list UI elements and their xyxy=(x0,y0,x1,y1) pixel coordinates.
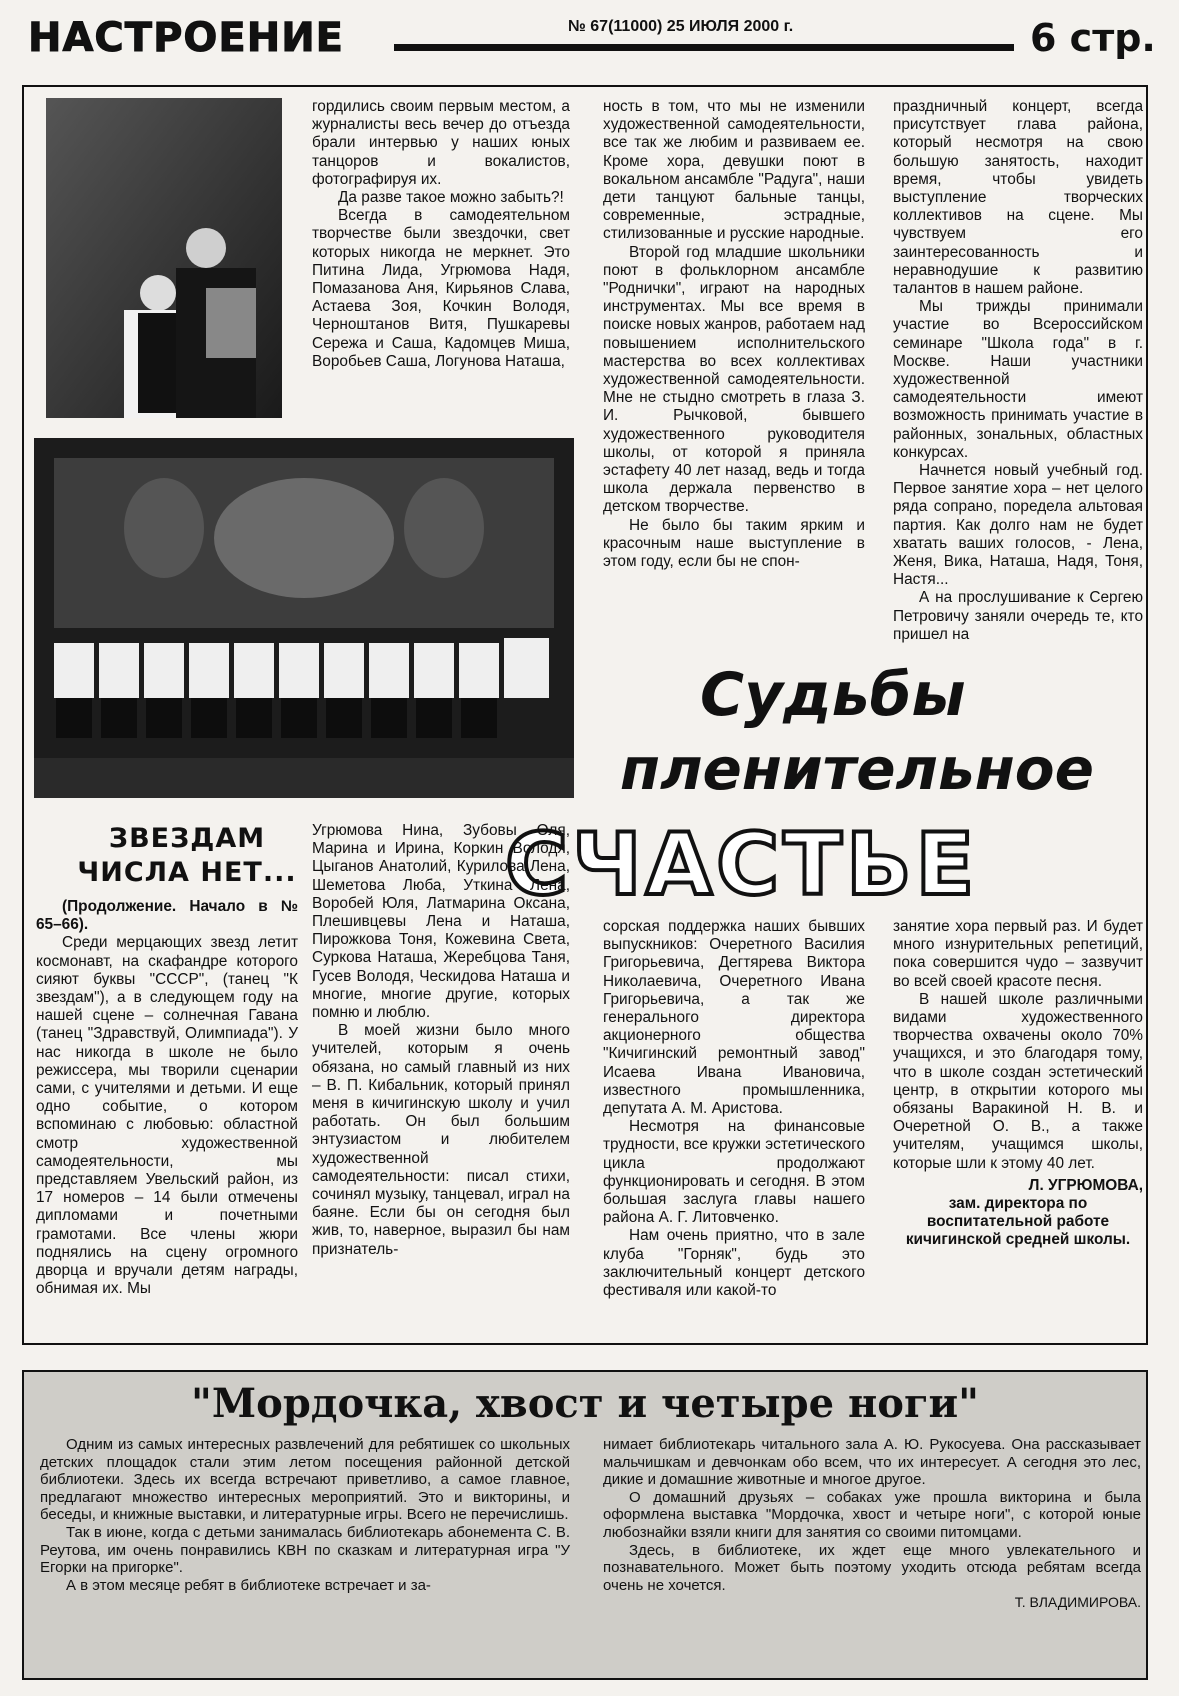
article-col4-top xyxy=(893,98,1143,644)
page-number: 6 стр. xyxy=(1030,16,1156,60)
paragraph: праздничный концерт, всегда присутствует глава района, который несмотря на свою большую занятость, находит время, чтобы увидеть выступление творческих коллективов на сцене. Мы чувствуем его заинтересованность и неравнодушие к развитию талантов в нашем районе. xyxy=(893,98,1143,298)
library-article-title: "Мордочка, хвост и четыре ноги" xyxy=(191,1380,979,1427)
library-col1 xyxy=(40,1436,570,1594)
paragraph: Так в июне, когда с детьми занималась библиотекарь абонемента С. В. Реутова, им очень понравились КВН по сказкам и литературная игра "У Егорки на пригорке". xyxy=(40,1523,570,1577)
paragraph: (Продолжение. Начало в № 65–66). xyxy=(36,898,298,934)
paragraph: Нам очень приятно, что в зале клуба "Горняк", будь это заключительный концерт детского фестиваля или какой-то xyxy=(603,1227,865,1300)
paragraph: Не было бы таким ярким и красочным наше выступление в этом году, если бы не спон- xyxy=(603,516,865,571)
paragraph: В нашей школе различными видами художественного творчества охвачены около 70% учащихся, и это благодаря тому, что в школе создан эстетический центр, в открытии которого мы обязаны Варакиной Н. В. и Очеретной О. В., а также учителям, учащимся школы, которые шли к этому 40 лет. xyxy=(893,990,1143,1172)
article-col3-bottom xyxy=(603,918,865,1300)
paragraph: ность в том, что мы не изменили художественной самодеятельности, все так же любим и развиваем ее. Кроме хора, девушки поют в вокальном ансамбле "Радуга", наши дети танцуют бальные танцы, современные, эстрадные, стилизованные и русские народные. xyxy=(603,98,865,243)
paragraph: А в этом месяце ребят в библиотеке встречает и за- xyxy=(66,1576,431,1594)
paragraph: Здесь, в библиотеке, их ждет еще много увлекательного и познавательного. Может быть поэтому уходить отсюда ребятам всегда очень не хочется. xyxy=(603,1541,1141,1594)
choir-on-stage-photo xyxy=(34,438,574,798)
article-col3-top xyxy=(603,98,865,571)
subhead-line2: ЧИСЛА НЕТ... xyxy=(77,857,297,888)
paragraph: В моей жизни было много учителей, которым я очень обязана, но самый главный из них – В. П. Кибальник, который принял меня в кичигинскую школу и учил работать. Он был большим энтузиастом и любителем художественной самодеятельности: писал стихи, сочинял музыку, танцевал, играл на баяне. Если бы он сегодня был жив, то, наверное, выразил бы нам признатель- xyxy=(312,1022,570,1258)
paragraph: Несмотря на финансовые трудности, все кружки эстетического цикла продолжают функционировать и сегодня. В этом большая заслуга главы нашего района А. Г. Литовченко. xyxy=(603,1118,865,1227)
paragraph: Начнется новый учебный год. Первое занятие хора – нет целого ряда сопрано, поредела альтовая партия. Как долго нам не будет хватать ваших голосов, - Лена, Женя, Вика, Наташа, Надя, Тоня, Настя... xyxy=(893,462,1143,589)
library-author: Т. ВЛАДИМИРОВА. xyxy=(1014,1594,1141,1611)
library-col2 xyxy=(603,1436,1141,1612)
author-signature xyxy=(893,1177,1143,1250)
paragraph: гордились своим первым местом, а журналисты весь вечер до отъезда брали интервью у наших юных танцоров и вокалистов, фотографируя их. xyxy=(312,98,570,188)
paragraph: А на прослушивание к Сергею Петровичу заняли очередь те, кто пришел на xyxy=(893,589,1143,643)
header-rule xyxy=(394,44,1014,51)
headline-line2: пленительное xyxy=(620,735,1094,803)
paragraph: Одним из самых интересных развлечений для ребятишек со школьных детских площадок стали этим летом посещения районной детской библиотеки. Здесь их всегда встречают приветливо, а самое главное, предлагают множество интересных мероприятий. Это и викторины, и беседы, и книжные выставки, и литературные игры. Всего не перечислишь. xyxy=(40,1436,570,1524)
headline-line3: СЧАСТЬЕ xyxy=(505,815,979,915)
article-col4-bottom xyxy=(893,918,1143,1250)
paragraph: занятие хора первый раз. И будет много изнурительных репетиций, пока совершится чудо – зазвучит во всей своей красоте песня. xyxy=(893,918,1143,990)
article-col2-top xyxy=(312,98,570,371)
section-title: НАСТРОЕНИЕ xyxy=(28,15,344,61)
paragraph: Всегда в самодеятельном творчестве были звездочки, свет которых никогда не меркнет. Это Питина Лида, Угрюмова Надя, Помазанова Аня, Кирьянов Слава, Астаева Зоя, Кочкин Володя, Черноштанов Витя, Пушкаревы Сережа и Саша, Кадомцев Миша, Воробьев Саша, Логунова Наташа, xyxy=(312,207,570,370)
paragraph: Мы трижды принимали участие во Всероссийском семинаре "Школа года" в г. Москве. Наши участники художественной самодеятельности имеют возможность принимать участие в районных, зональных, областных конкурсах. xyxy=(893,298,1143,461)
boy-and-accordionist-photo xyxy=(46,98,282,418)
article-col2-bottom xyxy=(312,822,570,1259)
subhead-line1: ЗВЕЗДАМ xyxy=(108,823,266,854)
paragraph: нимает библиотекарь читального зала А. Ю. Рукосуева. Она рассказывает мальчишкам и девчонкам обо всем, что их интересует. А сегодня это лес, дикие и домашние животные и многое другое. xyxy=(603,1436,1141,1489)
author-name: Л. УГРЮМОВА, xyxy=(1028,1176,1143,1194)
paragraph: Да разве такое можно забыть?! xyxy=(338,189,564,207)
paragraph: Второй год младшие школьники поют в фольклорном ансамбле "Роднички", играют на народных инструментах. Мы все время в поиске новых жанров, работаем над повышением исполнительского мастерства во всех коллективах художественной самодеятельности. Мне не стыдно смотреть в глаза З. И. Рычковой, бывшего художественного руководителя школы, от которой я приняла эстафету 40 лет назад, ведь и тогда школа держала первенство в детском творчестве. xyxy=(603,243,865,516)
paragraph: сорская поддержка наших бывших выпускников: Очеретного Василия Григорьевича, Дегтярева Виктора Николаевича, Очеретного Ивана Григорьевича, а так же генерального директора акционерного общества "Кичигинский ремонтный завод" Исаева Ивана Ивановича, известного промышленника, депутата А. М. Аристова. xyxy=(603,918,865,1118)
author-role: зам. директора по воспитательной работе кичигинской средней школы. xyxy=(905,1195,1131,1249)
paragraph: Угрюмова Нина, Зубовы Оля, Марина и Ирина, Коркин Володя, Цыганов Анатолий, Курилова Лена, Шеметова Люба, Уткина Лена, Воробей Юля, Латмарина Оксана, Плешивцевы Лена и Наташа, Пирожкова Тоня, Кожевина Света, Суркова Наташа, Жеребцова Таня, Гусев Володя, Ческидова Наташа и многие, многие другие, которых помню и люблю. xyxy=(312,822,570,1022)
issue-info: № 67(11000) 25 ИЮЛЯ 2000 г. xyxy=(568,18,794,35)
headline-line1: Судьбы xyxy=(700,660,966,730)
paragraph: О домашний друзьях – собаках уже прошла викторина и была оформлена выставка "Мордочка, хвост и четыре ноги", с которой юные любознайки взяли книги для занятия со своими питомцами. xyxy=(603,1488,1141,1541)
article-col1-bottom xyxy=(36,898,298,1298)
subhead xyxy=(72,822,302,890)
paragraph: Среди мерцающих звезд летит космонавт, на скафандре которого сияют буквы "СССР", (танец "К звездам"), а в следующем году на нашей сцене – солнечная Гавана (танец "Здравствуй, Олимпиада"). У нас никогда в школе не было режиссера, мы творили сценарии сами, с учителями и детьми. И еще одно событие, о котором вспоминаю с любовью: областной смотр художественной самодеятельности, мы представляем Увельский район, из 17 номеров – 14 были отмечены дипломами и почетными грамотами. Все члены жюри поднялись на сцену огромного дворца и вручали детям награды, обнимая их. Мы xyxy=(36,934,298,1298)
